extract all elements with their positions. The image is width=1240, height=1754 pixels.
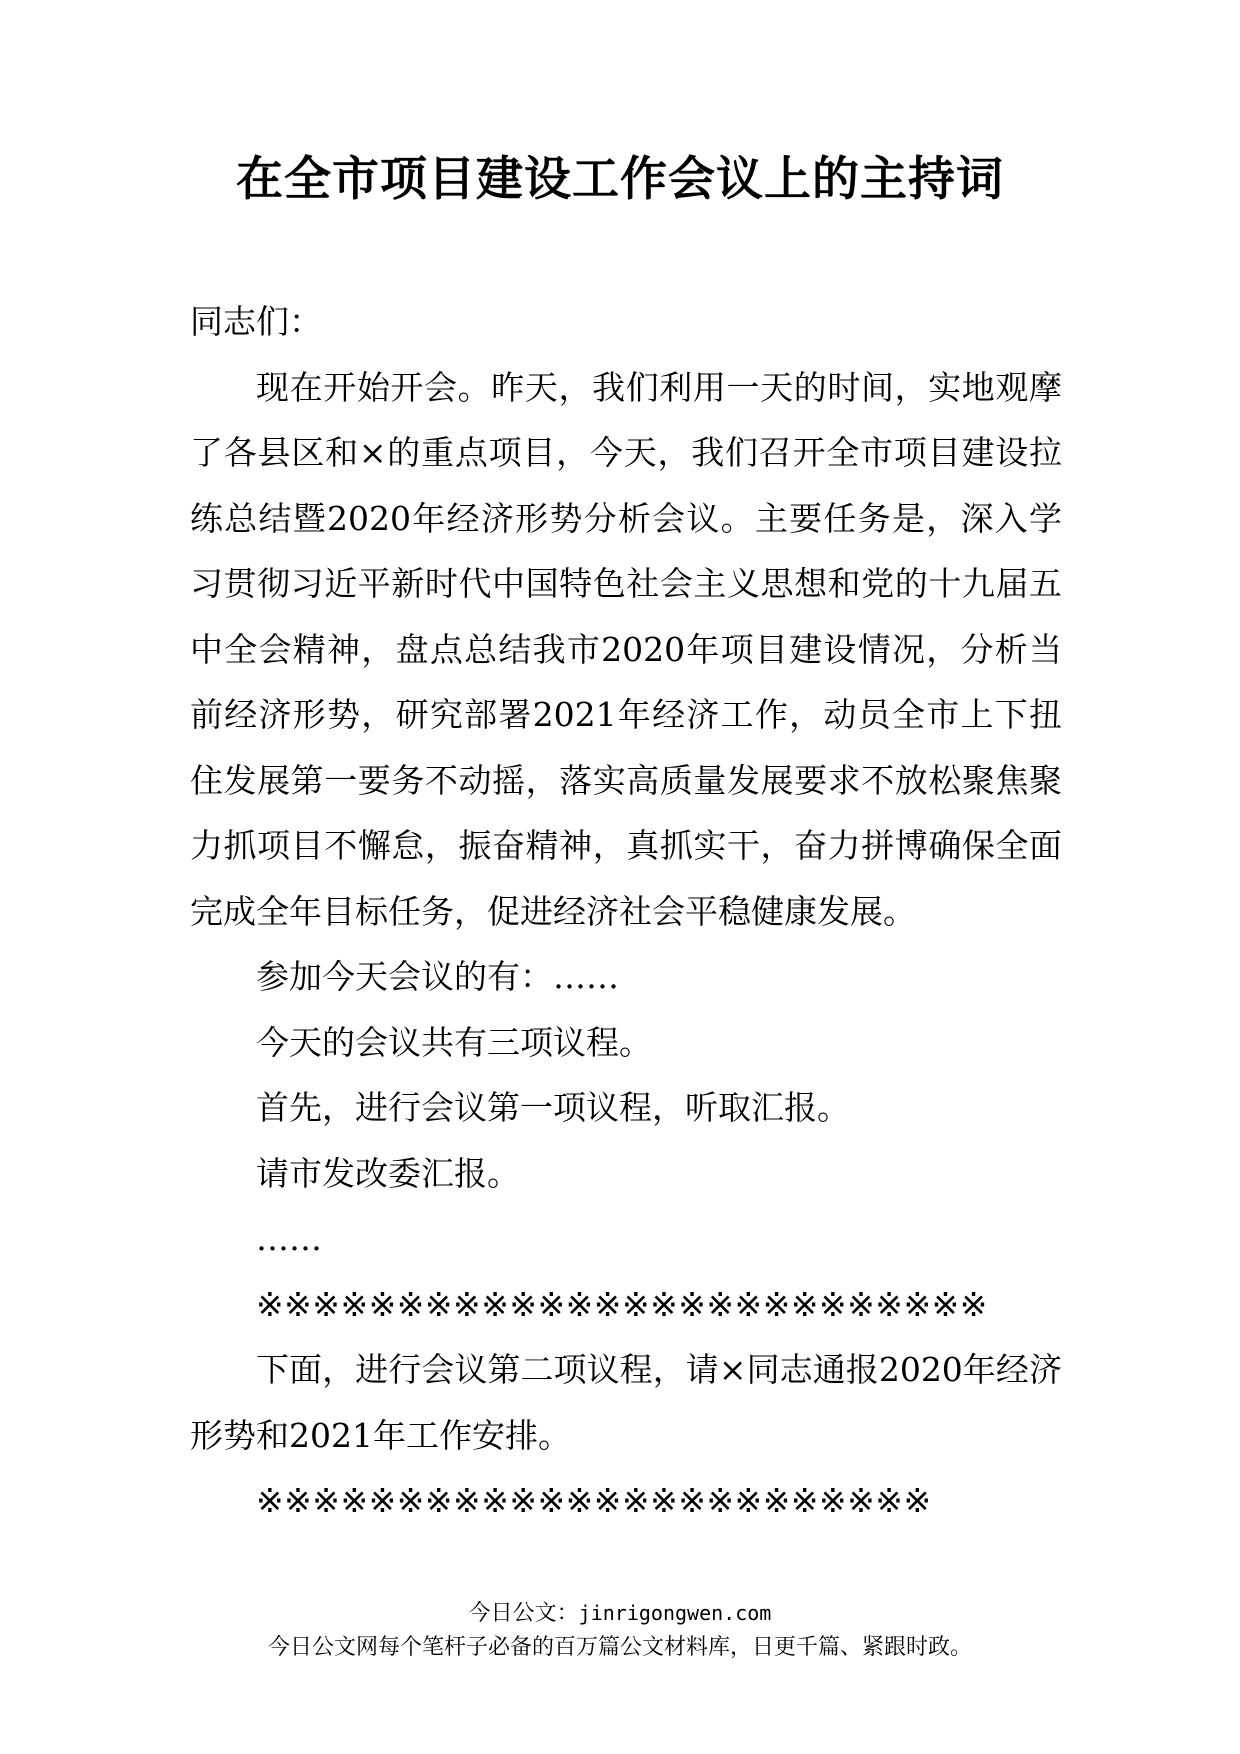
paragraph-agenda-count: 今天的会议共有三项议程。	[256, 1022, 652, 1062]
separator-marks: ※※※※※※※※※※※※※※※※※※※※※※※※	[256, 1481, 932, 1520]
paragraph-opening: 现在开始开会。昨天，我们利用一天的时间，实地观摩了各县区和×的重点项目，今天，我们召开全市项目建设拉练总结暨2020年经济形势分析会议。主要任务是，深入学习贯彻习近平新时代中国特色社会主义思想和党的十九届五中全会精神，盘点总结我市2020年项目建设情况，分析当前经济形势，研究部署2021年经济工作，动员全市上下扭住发展第一要务不动摇，落实高质量发展要求不放松聚焦聚力抓项目不懈怠，振奋精神，真抓实干，奋力拼博确保全面完成全年目标任务，促进经济社会平稳健康发展。	[190, 367, 1062, 931]
separator-marks: ※※※※※※※※※※※※※※※※※※※※※※※※※※	[256, 1284, 988, 1324]
page-footer	[0, 1596, 1240, 1665]
salutation: 同志们：	[190, 302, 322, 341]
document-body	[190, 289, 1062, 1534]
footer-site-url[interactable]: jinrigongwen.com	[578, 1601, 772, 1625]
paragraph-agenda-first: 首先，进行会议第一项议程，听取汇报。	[256, 1088, 850, 1127]
paragraph-ellipsis: ……	[256, 1219, 322, 1258]
footer-site-line	[0, 1596, 1240, 1631]
footer-tagline: 今日公文网每个笔杆子必备的百万篇公文材料库，日更千篇、紧跟时政。	[267, 1635, 972, 1660]
footer-site-label: 今日公文：	[468, 1601, 579, 1626]
document-title: 在全市项目建设工作会议上的主持词	[236, 152, 1004, 207]
paragraph-attendees: 参加今天会议的有：……	[256, 957, 619, 996]
paragraph-report-request: 请市发改委汇报。	[256, 1153, 520, 1193]
paragraph-agenda-second: 下面，进行会议第二项议程，请×同志通报2020年经济形势和2021年工作安排。	[190, 1350, 1062, 1455]
